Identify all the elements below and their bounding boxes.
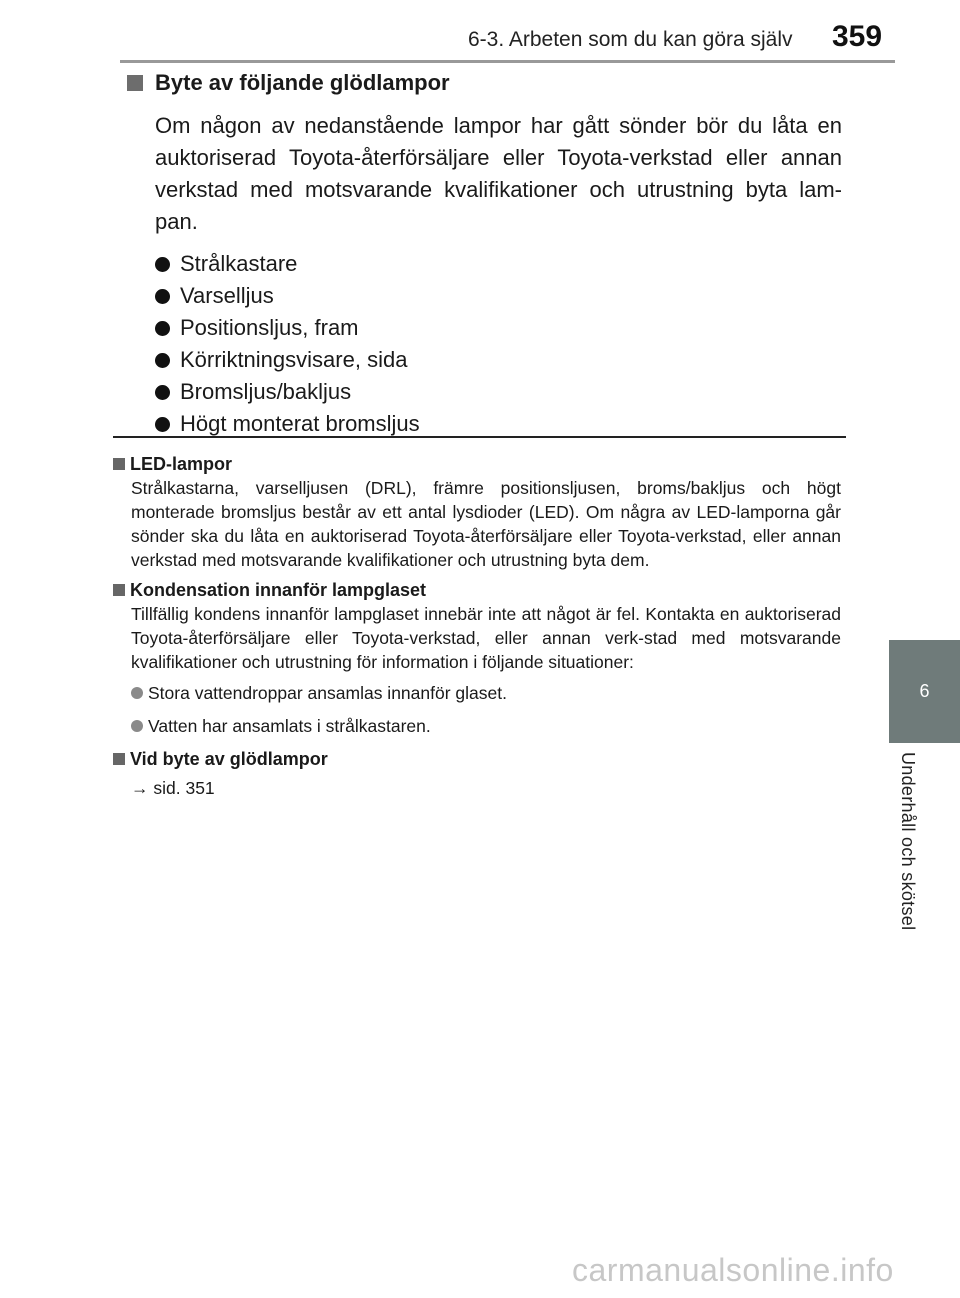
list-item: Bromsljus/bakljus [155,376,842,408]
square-bullet-icon [113,458,125,470]
list-item: Stora vattendroppar ansamlas innanför glaset. [131,681,841,705]
note-body-led: Strålkastarna, varselljusen (DRL), främre positionsljusen, broms/bakljus och högt monterade bromsljus består av ett antal lysdioder (LED). Om några av LED-lamporna går sönder ska du låta en auktoriserad Toyota-återförsäljare eller Toyota-verkstad, eller annan verkstad med motsvarande kvalifikationer och utrustning byta dem. [131,478,841,570]
note-heading-condensation: Kondensation innanför lampglaset [113,578,841,602]
round-bullet-icon [155,385,170,400]
note-heading-replacing: Vid byte av glödlampor [113,747,841,771]
page-reference-link[interactable]: → sid. 351 [131,778,215,798]
round-bullet-icon [131,720,143,732]
list-item: Positionsljus, fram [155,312,842,344]
header-rule [120,60,895,63]
note-heading-led: LED-lampor [113,452,841,476]
section-divider [113,436,846,438]
section-heading [127,70,842,96]
round-bullet-icon [155,257,170,272]
list-item: Strålkastare [155,248,842,280]
square-bullet-icon [127,75,143,91]
list-item: Högt monterat bromsljus [155,408,842,440]
round-bullet-icon [155,321,170,336]
list-item: Varselljus [155,280,842,312]
main-section [127,70,842,440]
note-body-condensation: Tillfällig kondens innanför lampglaset innebär inte att något är fel. Kontakta en auktoriserad Toyota-återförsäljare eller Toyota-verkstad, eller annan verk-stad med motsvarande kvalifikationer och utrustning för information i följande situationer: [131,604,841,672]
round-bullet-icon [155,289,170,304]
round-bullet-icon [155,353,170,368]
square-bullet-icon [113,753,125,765]
watermark: carmanualsonline.info [572,1252,894,1288]
round-bullet-icon [155,417,170,432]
square-bullet-icon [113,584,125,596]
round-bullet-icon [131,687,143,699]
section-heading-text: Byte av följande glödlampor [155,70,450,95]
intro-paragraph: Om någon av nedanstående lampor har gått sönder bör du låta en auktoriserad Toyota-återförsäljare eller Toyota-verkstad eller annan verkstad med motsvarande kvalifikationer och utrustning byta lam-pan. [155,113,842,234]
list-item: Vatten har ansamlats i strålkastaren. [131,714,841,738]
chapter-tab [889,640,960,743]
page-number: 359 [832,20,883,53]
lamp-list [155,248,842,440]
chapter-number: 6 [919,681,930,701]
section-title: 6-3. Arbeten som du kan göra själv [468,28,793,51]
list-item: Körriktningsvisare, sida [155,344,842,376]
notes-section [113,446,841,800]
chapter-label: Underhåll och skötsel [898,752,918,931]
